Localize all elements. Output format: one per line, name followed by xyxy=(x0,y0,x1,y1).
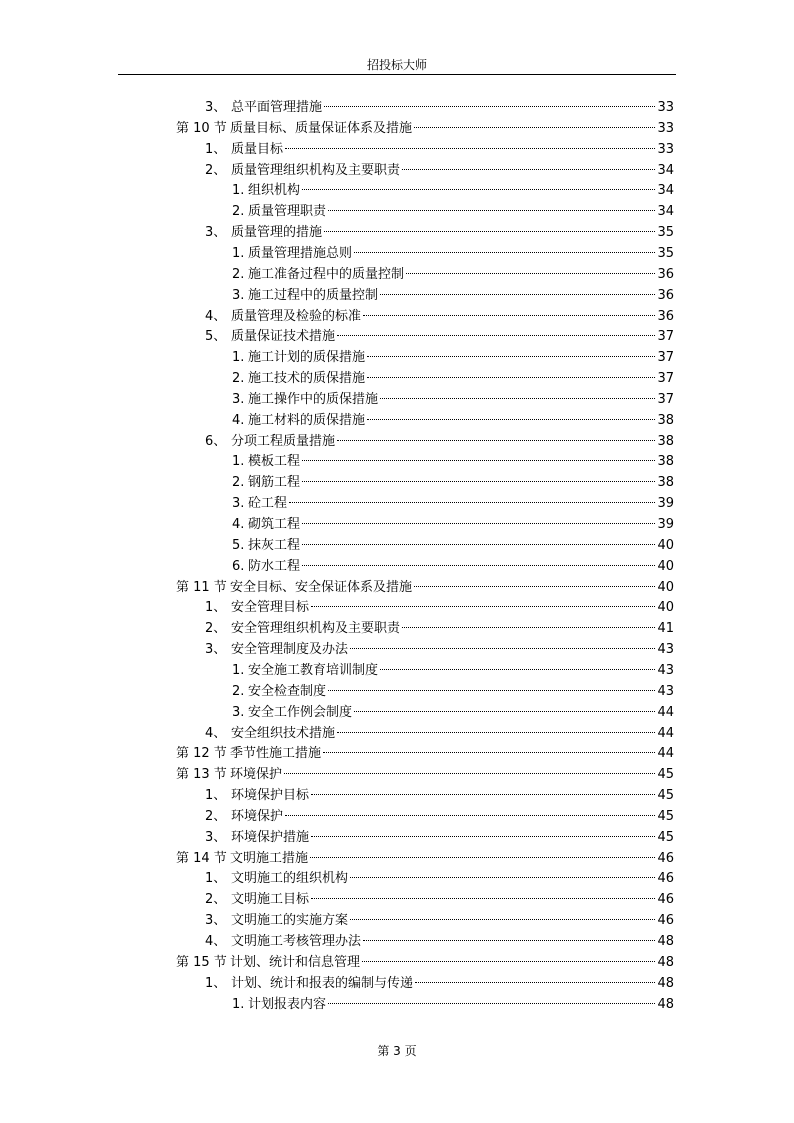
toc-entry-title: 环境保护措施 xyxy=(231,829,310,845)
toc-entry-number: 2. xyxy=(232,475,245,491)
toc-entry-page: 48 xyxy=(657,934,674,949)
toc-entry-page: 40 xyxy=(657,558,674,574)
toc-dot-leader xyxy=(302,481,655,482)
toc-entry[interactable] xyxy=(205,223,674,243)
toc-entry-page: 33 xyxy=(657,120,674,136)
toc-entry-title: 文明施工的组织机构 xyxy=(231,871,349,887)
toc-dot-leader xyxy=(380,294,655,295)
toc-dot-leader xyxy=(350,919,655,920)
toc-dot-leader xyxy=(324,106,655,107)
toc-dot-leader xyxy=(363,940,655,941)
toc-entry-title: 环境保护 xyxy=(231,808,284,824)
toc-entry[interactable] xyxy=(232,473,674,493)
toc-entry-number: 4、 xyxy=(205,308,227,324)
toc-entry-number: 2. xyxy=(232,371,245,387)
toc-dot-leader xyxy=(284,773,655,774)
toc-entry-page: 45 xyxy=(657,829,674,845)
toc-entry-page: 34 xyxy=(657,183,674,199)
toc-entry-title: 安全组织技术措施 xyxy=(231,725,336,741)
toc-entry-page: 48 xyxy=(657,996,674,1012)
toc-entry-title: 分项工程质量措施 xyxy=(231,433,336,449)
toc-dot-leader xyxy=(380,669,655,670)
toc-entry-title: 计划报表内容 xyxy=(248,996,327,1012)
toc-dot-leader xyxy=(302,565,655,566)
toc-entry-page: 45 xyxy=(657,808,674,824)
header-rule xyxy=(118,74,676,75)
toc-dot-leader xyxy=(324,231,655,232)
toc-entry-page: 38 xyxy=(657,475,674,491)
toc-entry-number: 1. xyxy=(232,454,245,470)
toc-entry-page: 40 xyxy=(657,600,674,616)
toc-entry[interactable] xyxy=(205,890,674,910)
toc-entry-page: 40 xyxy=(657,537,674,553)
toc-entry-page: 45 xyxy=(657,767,674,783)
toc-entry-title: 文明施工的实施方案 xyxy=(231,913,349,929)
toc-dot-leader xyxy=(350,877,655,878)
toc-dot-leader xyxy=(311,794,655,795)
toc-entry-page: 40 xyxy=(657,579,674,595)
toc-entry-number: 6、 xyxy=(205,433,227,449)
toc-entry-title: 文明施工考核管理办法 xyxy=(231,934,362,949)
toc-entry[interactable] xyxy=(232,661,674,681)
toc-entry-page: 44 xyxy=(657,725,674,741)
toc-dot-leader xyxy=(354,252,655,253)
toc-entry-title: 计划、统计和信息管理 xyxy=(230,954,361,970)
toc-entry-number: 3. xyxy=(232,704,245,720)
toc-entry-number: 1、 xyxy=(205,975,227,991)
toc-entry-page: 48 xyxy=(657,954,674,970)
toc-entry-number: 3. xyxy=(232,391,245,407)
toc-entry-number: 4. xyxy=(232,412,245,428)
toc-entry-title: 施工材料的质保措施 xyxy=(248,412,366,428)
toc-entry-page: 37 xyxy=(657,329,674,345)
toc-entry-title: 环境保护目标 xyxy=(231,788,310,804)
toc-entry-number: 2、 xyxy=(205,162,227,178)
toc-entry-number: 5. xyxy=(232,537,245,553)
toc-entry-title: 质量管理的措施 xyxy=(231,225,323,241)
toc-entry-number: 1. xyxy=(232,662,245,678)
toc-dot-leader xyxy=(367,356,655,357)
toc-dot-leader xyxy=(337,440,655,441)
toc-entry[interactable] xyxy=(232,995,674,1015)
toc-entry-title: 安全工作例会制度 xyxy=(248,704,353,720)
toc-entry[interactable] xyxy=(232,348,674,368)
toc-entry[interactable] xyxy=(232,557,674,577)
toc-dot-leader xyxy=(354,711,655,712)
toc-entry[interactable] xyxy=(205,869,674,889)
toc-entry-page: 35 xyxy=(657,245,674,261)
toc-entry[interactable] xyxy=(176,578,674,598)
toc-entry-page: 43 xyxy=(657,683,674,699)
toc-entry[interactable] xyxy=(176,765,674,785)
toc-entry[interactable] xyxy=(232,411,674,431)
toc-entry-page: 44 xyxy=(657,704,674,720)
toc-entry-number: 第 10 节 xyxy=(176,120,227,136)
toc-entry-title: 文明施工措施 xyxy=(230,850,309,866)
toc-entry[interactable] xyxy=(205,161,674,181)
toc-entry-number: 4. xyxy=(232,517,245,532)
toc-entry[interactable] xyxy=(232,369,674,389)
toc-entry-page: 38 xyxy=(657,412,674,428)
toc-entry-title: 安全检查制度 xyxy=(248,683,327,699)
toc-entry[interactable] xyxy=(176,953,674,973)
toc-entry-title: 施工过程中的质量控制 xyxy=(248,287,379,303)
toc-entry-number: 第 12 节 xyxy=(176,746,227,762)
toc-dot-leader xyxy=(302,460,655,461)
toc-entry-page: 38 xyxy=(657,433,674,449)
toc-entry-title: 施工技术的质保措施 xyxy=(248,371,366,387)
toc-entry-title: 季节性施工措施 xyxy=(230,746,322,762)
toc-entry-number: 2、 xyxy=(205,892,227,908)
toc-entry[interactable] xyxy=(205,974,674,994)
toc-entry-number: 1. xyxy=(232,245,245,261)
toc-dot-leader xyxy=(350,648,655,649)
toc-entry[interactable] xyxy=(205,786,674,806)
toc-entry-title: 质量管理职责 xyxy=(248,204,327,220)
toc-entry[interactable] xyxy=(205,327,674,347)
toc-entry[interactable] xyxy=(205,619,674,639)
toc-entry-number: 第 13 节 xyxy=(176,767,227,783)
toc-entry-title: 安全目标、安全保证体系及措施 xyxy=(230,579,413,595)
toc-entry-title: 安全施工教育培训制度 xyxy=(248,662,379,678)
toc-dot-leader xyxy=(311,898,655,899)
toc-dot-leader xyxy=(323,752,655,753)
toc-entry[interactable] xyxy=(176,849,674,869)
toc-entry-title: 质量管理措施总则 xyxy=(248,245,353,261)
toc-entry[interactable] xyxy=(232,682,674,702)
toc-entry[interactable] xyxy=(205,598,674,618)
toc-entry-number: 2. xyxy=(232,683,245,699)
toc-entry-number: 1. xyxy=(232,350,245,366)
toc-dot-leader xyxy=(302,544,655,545)
toc-entry-page: 44 xyxy=(657,746,674,762)
toc-entry[interactable] xyxy=(232,515,674,535)
toc-entry[interactable] xyxy=(232,181,674,201)
toc-entry[interactable] xyxy=(232,390,674,410)
toc-entry[interactable] xyxy=(205,140,674,160)
toc-dot-leader xyxy=(414,127,655,128)
toc-dot-leader xyxy=(367,419,655,420)
toc-entry-page: 37 xyxy=(657,391,674,407)
toc-entry-title: 质量目标 xyxy=(231,141,284,157)
toc-entry-title: 质量保证技术措施 xyxy=(231,329,336,345)
toc-entry-page: 43 xyxy=(657,662,674,678)
toc-entry-number: 4、 xyxy=(205,934,227,949)
toc-entry-title: 总平面管理措施 xyxy=(231,100,323,115)
toc-entry-page: 36 xyxy=(657,308,674,324)
toc-entry-page: 33 xyxy=(657,100,674,115)
toc-entry[interactable] xyxy=(205,98,674,118)
toc-dot-leader xyxy=(414,586,655,587)
toc-dot-leader xyxy=(302,189,655,190)
toc-entry-number: 3. xyxy=(232,496,245,512)
toc-entry-number: 第 14 节 xyxy=(176,850,227,866)
toc-entry[interactable] xyxy=(205,932,674,952)
toc-entry[interactable] xyxy=(205,307,674,327)
toc-entry-number: 1. xyxy=(232,183,245,199)
toc-entry-number: 第 15 节 xyxy=(176,954,227,970)
toc-entry-title: 施工准备过程中的质量控制 xyxy=(248,266,405,282)
toc-entry[interactable] xyxy=(205,640,674,660)
toc-entry-number: 2. xyxy=(232,266,245,282)
toc-entry-number: 1、 xyxy=(205,141,227,157)
toc-dot-leader xyxy=(289,502,655,503)
toc-entry-title: 组织机构 xyxy=(248,183,301,199)
toc-entry-title: 防水工程 xyxy=(248,558,301,574)
toc-entry-page: 48 xyxy=(657,975,674,991)
toc-entry-page: 46 xyxy=(657,892,674,908)
toc-entry-title: 安全管理制度及办法 xyxy=(231,642,349,658)
toc-entry-number: 2、 xyxy=(205,808,227,824)
toc-dot-leader xyxy=(328,1003,655,1004)
toc-entry[interactable] xyxy=(205,911,674,931)
toc-entry[interactable] xyxy=(205,432,674,452)
toc-entry[interactable] xyxy=(232,494,674,514)
toc-entry[interactable] xyxy=(232,202,674,222)
toc-entry-number: 3、 xyxy=(205,642,227,658)
toc-entry-title: 砌筑工程 xyxy=(248,517,301,532)
toc-entry[interactable] xyxy=(232,244,674,264)
toc-entry-page: 43 xyxy=(657,642,674,658)
toc-entry[interactable] xyxy=(232,452,674,472)
toc-entry-page: 37 xyxy=(657,371,674,387)
toc-entry-page: 37 xyxy=(657,350,674,366)
toc-dot-leader xyxy=(363,315,655,316)
toc-entry-title: 施工操作中的质保措施 xyxy=(248,391,379,407)
toc-dot-leader xyxy=(380,398,655,399)
toc-entry-page: 46 xyxy=(657,850,674,866)
toc-entry-page: 34 xyxy=(657,204,674,220)
toc-entry-page: 41 xyxy=(657,621,674,637)
toc-dot-leader xyxy=(362,961,655,962)
toc-entry-number: 2、 xyxy=(205,621,227,637)
toc-entry-number: 6. xyxy=(232,558,245,574)
toc-dot-leader xyxy=(406,273,655,274)
toc-dot-leader xyxy=(337,335,655,336)
toc-entry-page: 36 xyxy=(657,287,674,303)
toc-entry-number: 5、 xyxy=(205,329,227,345)
toc-entry-number: 3、 xyxy=(205,100,227,115)
toc-entry-page: 46 xyxy=(657,871,674,887)
toc-entry-page: 38 xyxy=(657,454,674,470)
toc-entry[interactable] xyxy=(232,703,674,723)
toc-entry-title: 环境保护 xyxy=(230,767,283,783)
toc-entry[interactable] xyxy=(205,828,674,848)
toc-entry-number: 1. xyxy=(232,996,245,1012)
toc-entry-number: 3. xyxy=(232,287,245,303)
toc-entry-number: 3、 xyxy=(205,829,227,845)
toc-entry[interactable] xyxy=(176,744,674,764)
toc-entry-number: 1、 xyxy=(205,871,227,887)
toc-entry-number: 4、 xyxy=(205,725,227,741)
toc-dot-leader xyxy=(310,857,655,858)
toc-dot-leader xyxy=(337,732,655,733)
toc-entry-number: 2. xyxy=(232,204,245,220)
toc-entry-page: 33 xyxy=(657,141,674,157)
toc-entry-title: 质量管理组织机构及主要职责 xyxy=(231,162,401,178)
toc-dot-leader xyxy=(402,627,655,628)
toc-entry-title: 安全管理组织机构及主要职责 xyxy=(231,621,401,637)
toc-entry-number: 1、 xyxy=(205,788,227,804)
toc-dot-leader xyxy=(328,690,655,691)
toc-entry[interactable] xyxy=(176,119,674,139)
toc-entry[interactable] xyxy=(205,724,674,744)
toc-dot-leader xyxy=(311,606,655,607)
toc-entry-number: 第 11 节 xyxy=(176,579,227,595)
toc-dot-leader xyxy=(402,169,655,170)
toc-entry-title: 施工计划的质保措施 xyxy=(248,350,366,366)
toc-dot-leader xyxy=(415,982,655,983)
toc-entry-page: 36 xyxy=(657,266,674,282)
toc-entry-number: 3、 xyxy=(205,225,227,241)
toc-entry-number: 1、 xyxy=(205,600,227,616)
toc-entry-title: 模板工程 xyxy=(248,454,301,470)
toc-entry-title: 计划、统计和报表的编制与传递 xyxy=(231,975,414,991)
toc-entry-page: 39 xyxy=(657,517,674,532)
toc-entry-title: 砼工程 xyxy=(248,496,288,512)
toc-dot-leader xyxy=(311,836,655,837)
toc-entry-page: 34 xyxy=(657,162,674,178)
toc-entry-page: 35 xyxy=(657,225,674,241)
toc-entry-title: 质量目标、质量保证体系及措施 xyxy=(230,120,413,136)
toc-entry-title: 文明施工目标 xyxy=(231,892,310,908)
toc-entry[interactable] xyxy=(205,807,674,827)
page-number: 第 3 页 xyxy=(377,1044,417,1058)
toc-dot-leader xyxy=(328,210,655,211)
toc-dot-leader xyxy=(367,377,655,378)
toc-entry-title: 安全管理目标 xyxy=(231,600,310,616)
page-header: 招投标大师 xyxy=(366,58,427,72)
toc-entry-title: 钢筋工程 xyxy=(248,475,301,491)
toc-dot-leader xyxy=(285,148,655,149)
toc-entry[interactable] xyxy=(232,265,674,285)
toc-entry-title: 抹灰工程 xyxy=(248,537,301,553)
toc-entry-title: 质量管理及检验的标准 xyxy=(231,308,362,324)
toc-entry-page: 45 xyxy=(657,788,674,804)
toc-entry-page: 46 xyxy=(657,913,674,929)
toc-dot-leader xyxy=(302,523,655,524)
toc-entry[interactable] xyxy=(232,286,674,306)
toc-dot-leader xyxy=(285,815,655,816)
toc-entry-number: 3、 xyxy=(205,913,227,929)
toc-entry[interactable] xyxy=(232,536,674,556)
toc-entry-page: 39 xyxy=(657,496,674,512)
